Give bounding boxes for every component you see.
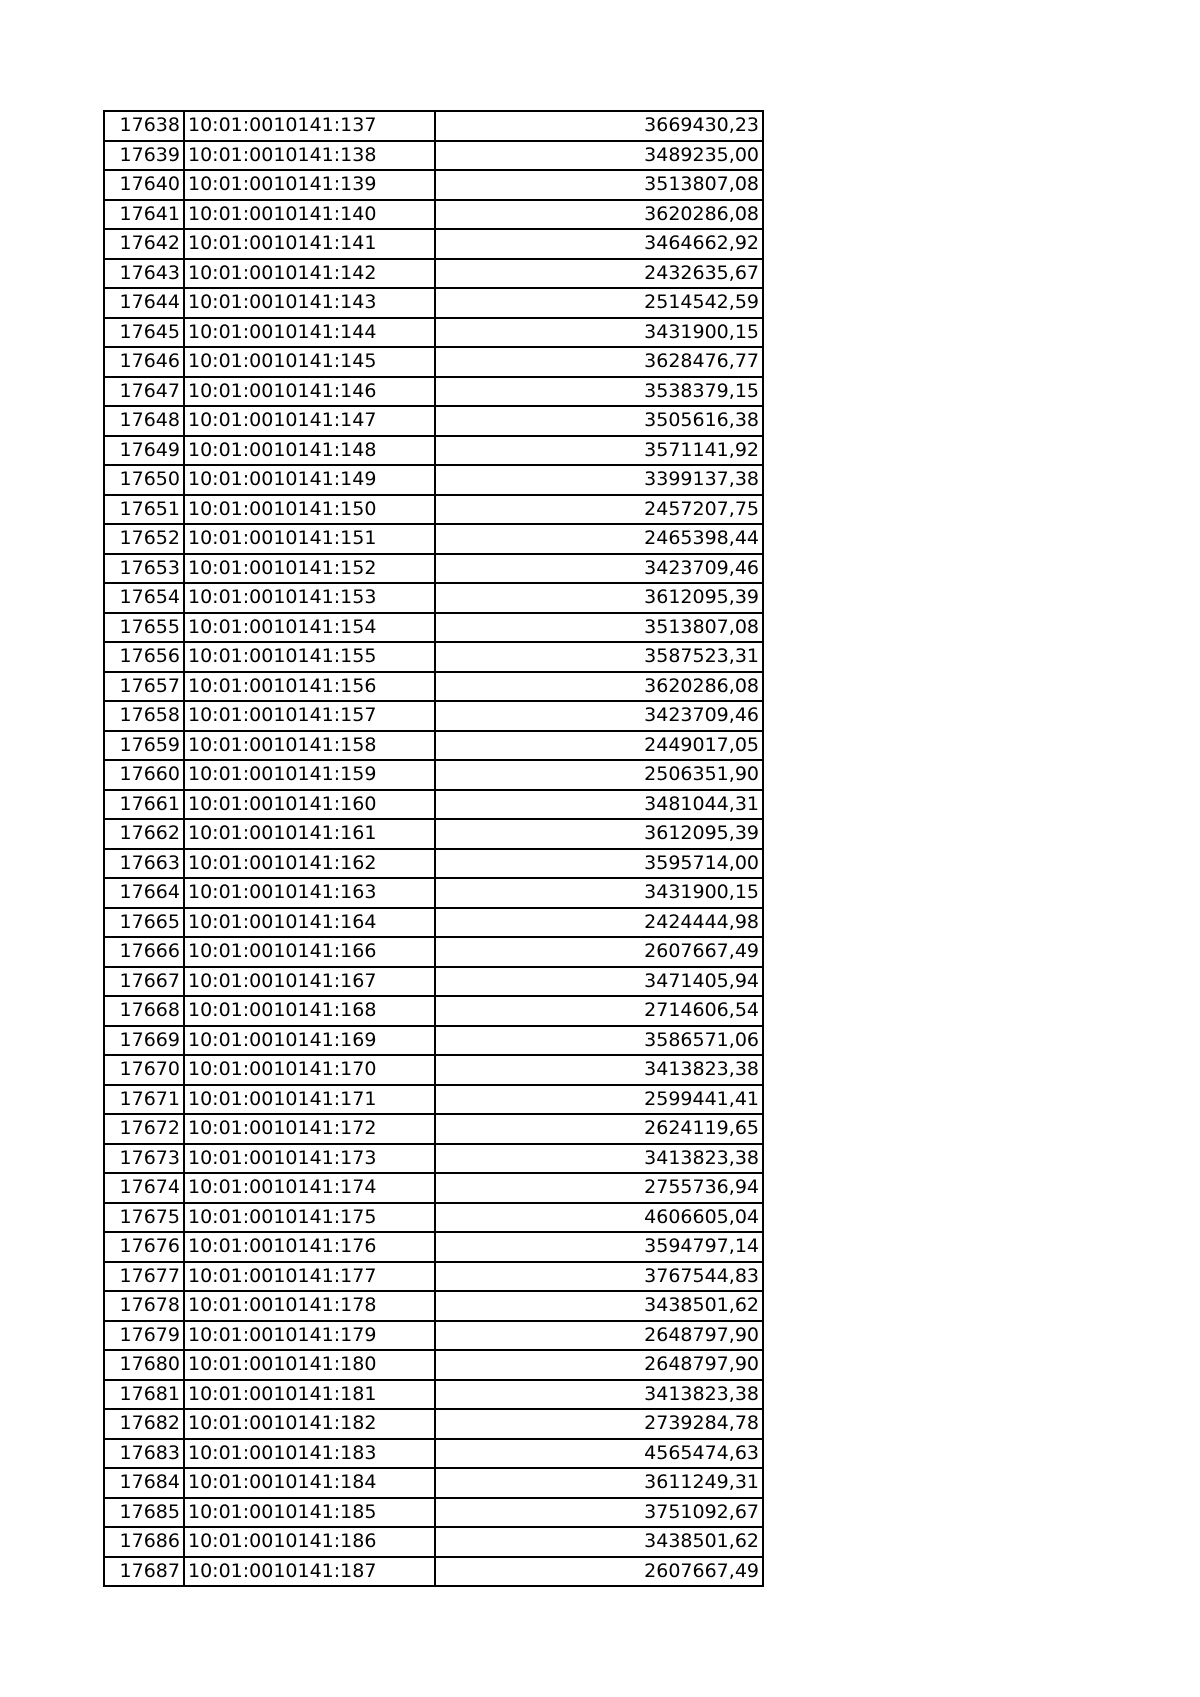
cadastral-number-cell: 10:01:0010141:158 <box>184 731 435 761</box>
table-row <box>104 465 763 495</box>
row-number-cell: 17664 <box>104 878 184 908</box>
row-number-cell: 17651 <box>104 495 184 525</box>
value-cell: 2755736,94 <box>435 1173 763 1203</box>
cadastral-number-cell: 10:01:0010141:152 <box>184 554 435 584</box>
table-row <box>104 1527 763 1557</box>
table-row <box>104 141 763 171</box>
row-number-cell: 17679 <box>104 1321 184 1351</box>
row-number-cell: 17669 <box>104 1026 184 1056</box>
row-number-cell: 17641 <box>104 200 184 230</box>
cadastral-number-cell: 10:01:0010141:176 <box>184 1232 435 1262</box>
row-number-cell: 17658 <box>104 701 184 731</box>
value-cell: 3481044,31 <box>435 790 763 820</box>
table-row <box>104 406 763 436</box>
row-number-cell: 17647 <box>104 377 184 407</box>
cadastral-number-cell: 10:01:0010141:164 <box>184 908 435 938</box>
table-row <box>104 819 763 849</box>
table-row <box>104 1380 763 1410</box>
table-row <box>104 908 763 938</box>
table-body <box>104 111 763 1586</box>
table-row <box>104 996 763 1026</box>
value-cell: 3413823,38 <box>435 1055 763 1085</box>
row-number-cell: 17659 <box>104 731 184 761</box>
cadastral-number-cell: 10:01:0010141:144 <box>184 318 435 348</box>
cadastral-number-cell: 10:01:0010141:186 <box>184 1527 435 1557</box>
table-row <box>104 672 763 702</box>
value-cell: 3413823,38 <box>435 1144 763 1174</box>
cadastral-number-cell: 10:01:0010141:184 <box>184 1468 435 1498</box>
row-number-cell: 17653 <box>104 554 184 584</box>
value-cell: 3611249,31 <box>435 1468 763 1498</box>
value-cell: 3464662,92 <box>435 229 763 259</box>
value-cell: 2424444,98 <box>435 908 763 938</box>
cadastral-number-cell: 10:01:0010141:151 <box>184 524 435 554</box>
value-cell: 2449017,05 <box>435 731 763 761</box>
cadastral-number-cell: 10:01:0010141:145 <box>184 347 435 377</box>
value-cell: 3594797,14 <box>435 1232 763 1262</box>
cadastral-number-cell: 10:01:0010141:149 <box>184 465 435 495</box>
cadastral-number-cell: 10:01:0010141:140 <box>184 200 435 230</box>
cadastral-number-cell: 10:01:0010141:138 <box>184 141 435 171</box>
cadastral-number-cell: 10:01:0010141:162 <box>184 849 435 879</box>
table-row <box>104 1468 763 1498</box>
row-number-cell: 17649 <box>104 436 184 466</box>
row-number-cell: 17645 <box>104 318 184 348</box>
row-number-cell: 17644 <box>104 288 184 318</box>
cadastral-number-cell: 10:01:0010141:163 <box>184 878 435 908</box>
row-number-cell: 17682 <box>104 1409 184 1439</box>
cadastral-number-cell: 10:01:0010141:160 <box>184 790 435 820</box>
row-number-cell: 17671 <box>104 1085 184 1115</box>
cadastral-number-cell: 10:01:0010141:180 <box>184 1350 435 1380</box>
table-row <box>104 1144 763 1174</box>
value-cell: 3571141,92 <box>435 436 763 466</box>
table-row <box>104 524 763 554</box>
row-number-cell: 17670 <box>104 1055 184 1085</box>
row-number-cell: 17685 <box>104 1498 184 1528</box>
table-row <box>104 200 763 230</box>
cadastral-number-cell: 10:01:0010141:137 <box>184 111 435 141</box>
cadastral-number-cell: 10:01:0010141:147 <box>184 406 435 436</box>
value-cell: 3612095,39 <box>435 583 763 613</box>
value-cell: 2714606,54 <box>435 996 763 1026</box>
table-row <box>104 1085 763 1115</box>
value-cell: 3620286,08 <box>435 672 763 702</box>
table-row <box>104 259 763 289</box>
row-number-cell: 17672 <box>104 1114 184 1144</box>
row-number-cell: 17657 <box>104 672 184 702</box>
value-cell: 2506351,90 <box>435 760 763 790</box>
row-number-cell: 17666 <box>104 937 184 967</box>
cadastral-number-cell: 10:01:0010141:161 <box>184 819 435 849</box>
table-row <box>104 170 763 200</box>
value-cell: 2607667,49 <box>435 1557 763 1587</box>
table-row <box>104 701 763 731</box>
row-number-cell: 17661 <box>104 790 184 820</box>
cadastral-number-cell: 10:01:0010141:146 <box>184 377 435 407</box>
value-cell: 2465398,44 <box>435 524 763 554</box>
cadastral-number-cell: 10:01:0010141:153 <box>184 583 435 613</box>
table-row <box>104 318 763 348</box>
cadastral-number-cell: 10:01:0010141:179 <box>184 1321 435 1351</box>
cadastral-number-cell: 10:01:0010141:156 <box>184 672 435 702</box>
value-cell: 2739284,78 <box>435 1409 763 1439</box>
table-row <box>104 731 763 761</box>
table-row <box>104 878 763 908</box>
cadastral-number-cell: 10:01:0010141:181 <box>184 1380 435 1410</box>
row-number-cell: 17652 <box>104 524 184 554</box>
cadastral-number-cell: 10:01:0010141:175 <box>184 1203 435 1233</box>
row-number-cell: 17681 <box>104 1380 184 1410</box>
table-row <box>104 967 763 997</box>
row-number-cell: 17680 <box>104 1350 184 1380</box>
cadastral-number-cell: 10:01:0010141:141 <box>184 229 435 259</box>
row-number-cell: 17675 <box>104 1203 184 1233</box>
value-cell: 3628476,77 <box>435 347 763 377</box>
row-number-cell: 17673 <box>104 1144 184 1174</box>
cadastral-number-cell: 10:01:0010141:173 <box>184 1144 435 1174</box>
table-row <box>104 790 763 820</box>
value-cell: 3399137,38 <box>435 465 763 495</box>
value-cell: 3586571,06 <box>435 1026 763 1056</box>
table-row <box>104 1173 763 1203</box>
value-cell: 2432635,67 <box>435 259 763 289</box>
value-cell: 4606605,04 <box>435 1203 763 1233</box>
value-cell: 3538379,15 <box>435 377 763 407</box>
value-cell: 2624119,65 <box>435 1114 763 1144</box>
value-cell: 2457207,75 <box>435 495 763 525</box>
row-number-cell: 17646 <box>104 347 184 377</box>
value-cell: 3595714,00 <box>435 849 763 879</box>
table-row <box>104 495 763 525</box>
table-row <box>104 111 763 141</box>
table-row <box>104 1232 763 1262</box>
value-cell: 3587523,31 <box>435 642 763 672</box>
value-cell: 3505616,38 <box>435 406 763 436</box>
row-number-cell: 17676 <box>104 1232 184 1262</box>
cadastral-number-cell: 10:01:0010141:157 <box>184 701 435 731</box>
value-cell: 3423709,46 <box>435 701 763 731</box>
row-number-cell: 17678 <box>104 1291 184 1321</box>
value-cell: 2599441,41 <box>435 1085 763 1115</box>
row-number-cell: 17656 <box>104 642 184 672</box>
table-row <box>104 1321 763 1351</box>
value-cell: 3471405,94 <box>435 967 763 997</box>
row-number-cell: 17668 <box>104 996 184 1026</box>
table-row <box>104 937 763 967</box>
cadastral-number-cell: 10:01:0010141:142 <box>184 259 435 289</box>
table-row <box>104 849 763 879</box>
cadastral-number-cell: 10:01:0010141:148 <box>184 436 435 466</box>
row-number-cell: 17662 <box>104 819 184 849</box>
row-number-cell: 17643 <box>104 259 184 289</box>
row-number-cell: 17642 <box>104 229 184 259</box>
value-cell: 3751092,67 <box>435 1498 763 1528</box>
table-row <box>104 1350 763 1380</box>
value-cell: 2607667,49 <box>435 937 763 967</box>
cadastral-number-cell: 10:01:0010141:170 <box>184 1055 435 1085</box>
cadastral-number-cell: 10:01:0010141:174 <box>184 1173 435 1203</box>
cadastral-number-cell: 10:01:0010141:143 <box>184 288 435 318</box>
cadastral-number-cell: 10:01:0010141:171 <box>184 1085 435 1115</box>
table-row <box>104 288 763 318</box>
row-number-cell: 17665 <box>104 908 184 938</box>
data-table <box>103 110 764 1587</box>
cadastral-number-cell: 10:01:0010141:166 <box>184 937 435 967</box>
row-number-cell: 17677 <box>104 1262 184 1292</box>
table-row <box>104 1055 763 1085</box>
table-row <box>104 1439 763 1469</box>
value-cell: 3513807,08 <box>435 613 763 643</box>
row-number-cell: 17640 <box>104 170 184 200</box>
cadastral-number-cell: 10:01:0010141:159 <box>184 760 435 790</box>
row-number-cell: 17655 <box>104 613 184 643</box>
table-row <box>104 377 763 407</box>
value-cell: 3438501,62 <box>435 1527 763 1557</box>
row-number-cell: 17639 <box>104 141 184 171</box>
row-number-cell: 17654 <box>104 583 184 613</box>
table-row <box>104 1557 763 1587</box>
table-row <box>104 347 763 377</box>
table-row <box>104 436 763 466</box>
value-cell: 3767544,83 <box>435 1262 763 1292</box>
table-row <box>104 1409 763 1439</box>
cadastral-number-cell: 10:01:0010141:168 <box>184 996 435 1026</box>
table-row <box>104 583 763 613</box>
table-row <box>104 1291 763 1321</box>
table-row <box>104 554 763 584</box>
row-number-cell: 17683 <box>104 1439 184 1469</box>
row-number-cell: 17667 <box>104 967 184 997</box>
cadastral-number-cell: 10:01:0010141:178 <box>184 1291 435 1321</box>
table-row <box>104 1114 763 1144</box>
row-number-cell: 17686 <box>104 1527 184 1557</box>
table-row <box>104 1498 763 1528</box>
cadastral-number-cell: 10:01:0010141:187 <box>184 1557 435 1587</box>
table-row <box>104 642 763 672</box>
value-cell: 2648797,90 <box>435 1350 763 1380</box>
cadastral-number-cell: 10:01:0010141:154 <box>184 613 435 643</box>
value-cell: 3612095,39 <box>435 819 763 849</box>
value-cell: 2514542,59 <box>435 288 763 318</box>
cadastral-number-cell: 10:01:0010141:183 <box>184 1439 435 1469</box>
cadastral-number-cell: 10:01:0010141:182 <box>184 1409 435 1439</box>
value-cell: 3513807,08 <box>435 170 763 200</box>
value-cell: 3669430,23 <box>435 111 763 141</box>
cadastral-number-cell: 10:01:0010141:167 <box>184 967 435 997</box>
table-row <box>104 760 763 790</box>
value-cell: 3438501,62 <box>435 1291 763 1321</box>
row-number-cell: 17674 <box>104 1173 184 1203</box>
cadastral-number-cell: 10:01:0010141:185 <box>184 1498 435 1528</box>
row-number-cell: 17660 <box>104 760 184 790</box>
cadastral-number-cell: 10:01:0010141:177 <box>184 1262 435 1292</box>
value-cell: 2648797,90 <box>435 1321 763 1351</box>
table-row <box>104 613 763 643</box>
value-cell: 3413823,38 <box>435 1380 763 1410</box>
cadastral-number-cell: 10:01:0010141:169 <box>184 1026 435 1056</box>
table-row <box>104 229 763 259</box>
table-row <box>104 1203 763 1233</box>
cadastral-number-cell: 10:01:0010141:155 <box>184 642 435 672</box>
row-number-cell: 17650 <box>104 465 184 495</box>
table-row <box>104 1262 763 1292</box>
cadastral-number-cell: 10:01:0010141:139 <box>184 170 435 200</box>
row-number-cell: 17684 <box>104 1468 184 1498</box>
row-number-cell: 17638 <box>104 111 184 141</box>
table-row <box>104 1026 763 1056</box>
row-number-cell: 17663 <box>104 849 184 879</box>
value-cell: 3431900,15 <box>435 878 763 908</box>
row-number-cell: 17648 <box>104 406 184 436</box>
value-cell: 3423709,46 <box>435 554 763 584</box>
row-number-cell: 17687 <box>104 1557 184 1587</box>
value-cell: 3489235,00 <box>435 141 763 171</box>
cadastral-number-cell: 10:01:0010141:172 <box>184 1114 435 1144</box>
value-cell: 4565474,63 <box>435 1439 763 1469</box>
value-cell: 3620286,08 <box>435 200 763 230</box>
cadastral-number-cell: 10:01:0010141:150 <box>184 495 435 525</box>
value-cell: 3431900,15 <box>435 318 763 348</box>
